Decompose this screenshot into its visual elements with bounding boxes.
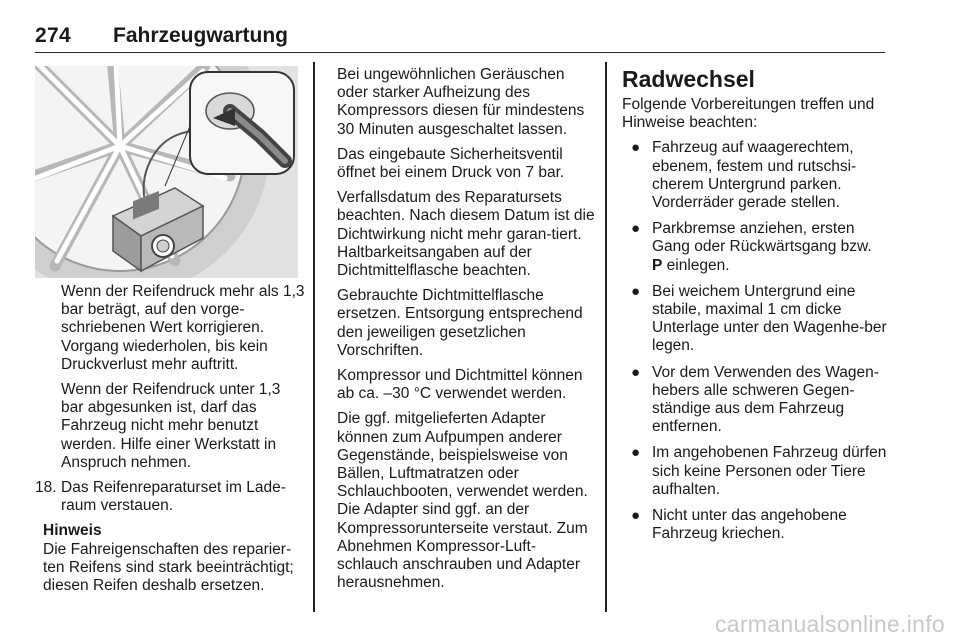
paragraph-expiry-date: Verfallsdatum des Reparatursets beachten. Nach diesem Datum ist die Dichtwirkung nicht mehr garan-tiert. Haltbarkeitsangaben auf der Dichtmittelflasche beachten. bbox=[337, 189, 595, 280]
paragraph-pressure-above: Wenn der Reifendruck mehr als 1,3 bar beträgt, auf den vorge-schriebenen Wert korrigieren. Vorgang wiederholen, bis kein Druckverlust mehr auftritt. bbox=[61, 283, 305, 373]
column-3 bbox=[622, 66, 888, 551]
paragraph-adapters: Die ggf. mitgelieferten Adapter können zum Aufpumpen anderer Gegenstände, beispielsweise von Bällen, Luftmatratzen oder Schlauchbooten, verwendet werden. Die Adapter sind ggf. an der Kompressorunterseite verstaut. Zum Abnehmen Kompressor-Luft-schlauch anschrauben und Adapter herausnehmen. bbox=[337, 410, 588, 592]
list-item: ● Parkbremse anziehen, ersten Gang oder Rückwärtsgang bzw. P einlegen. bbox=[622, 220, 888, 275]
paragraph-compressor-noise: Bei ungewöhnlichen Geräuschen oder starker Aufheizung des Kompressors diesen für mindestens 30 Minuten ausgeschaltet lassen. bbox=[337, 66, 585, 138]
step-number: 18. bbox=[35, 479, 57, 497]
step-text: Das Reifenreparaturset im Lade-raum verstauen. bbox=[61, 479, 286, 515]
list-item: ● Fahrzeug auf waagerechtem, ebenem, festem und rutschsi-cherem Untergrund parken. Vorderräder gerade stellen. bbox=[622, 139, 888, 212]
column-divider-2 bbox=[605, 62, 607, 612]
step-18 bbox=[35, 479, 307, 515]
list-item: ● Vor dem Verwenden des Wagen-hebers alle schweren Gegen-ständige aus dem Fahrzeug entfernen. bbox=[622, 364, 888, 437]
column-1 bbox=[35, 283, 307, 595]
section-heading-radwechsel: Radwechsel bbox=[622, 66, 755, 92]
list-item: ● Im angehobenen Fahrzeug dürfen sich keine Personen oder Tiere aufhalten. bbox=[622, 444, 888, 499]
note-title: Hinweis bbox=[43, 522, 102, 540]
preparation-list bbox=[622, 139, 888, 543]
bullet-icon: ● bbox=[631, 282, 641, 300]
page-header bbox=[35, 22, 885, 53]
tyre-repair-illustration bbox=[35, 66, 298, 278]
section-intro: Folgende Vorbereitungen treffen und Hinweise beachten: bbox=[622, 96, 875, 132]
bullet-icon: ● bbox=[631, 507, 641, 525]
note-text: Die Fahreigenschaften des reparier-ten Reifens sind stark beeinträchtigt; diesen Reifen deshalb ersetzen. bbox=[43, 540, 294, 595]
column-divider-1 bbox=[313, 62, 315, 612]
list-item: ● Bei weichem Untergrund eine stabile, maximal 1 cm dicke Unterlage unter den Wagenhe-ber legen. bbox=[622, 283, 888, 356]
paragraph-pressure-below: Wenn der Reifendruck unter 1,3 bar abgesunken ist, darf das Fahrzeug nicht mehr benutzt werden. Hilfe einer Werkstatt in Anspruch nehmen. bbox=[61, 381, 281, 471]
bullet-icon: ● bbox=[631, 220, 641, 238]
paragraph-safety-valve: Das eingebaute Sicherheitsventil öffnet bei einem Druck von 7 bar. bbox=[337, 145, 565, 182]
bullet-icon: ● bbox=[631, 444, 641, 462]
list-item: ● Nicht unter das angehobene Fahrzeug kriechen. bbox=[622, 507, 888, 543]
watermark-link[interactable]: carmanualsonline.info bbox=[714, 611, 945, 637]
paragraph-temperature: Kompressor und Dichtmittel können ab ca. –30 °C verwendet werden. bbox=[337, 367, 583, 403]
gear-p-label: P bbox=[652, 256, 663, 274]
column-2 bbox=[337, 66, 595, 599]
bullet-icon: ● bbox=[631, 363, 641, 381]
paragraph-sealant-bottle: Gebrauchte Dichtmittelflasche ersetzen. Entsorgung entsprechend den jeweiligen gesetzlichen Vorschriften. bbox=[337, 287, 583, 359]
page-number: 274 bbox=[35, 24, 71, 47]
bullet-icon: ● bbox=[631, 139, 641, 157]
page-title: Fahrzeugwartung bbox=[113, 24, 289, 47]
